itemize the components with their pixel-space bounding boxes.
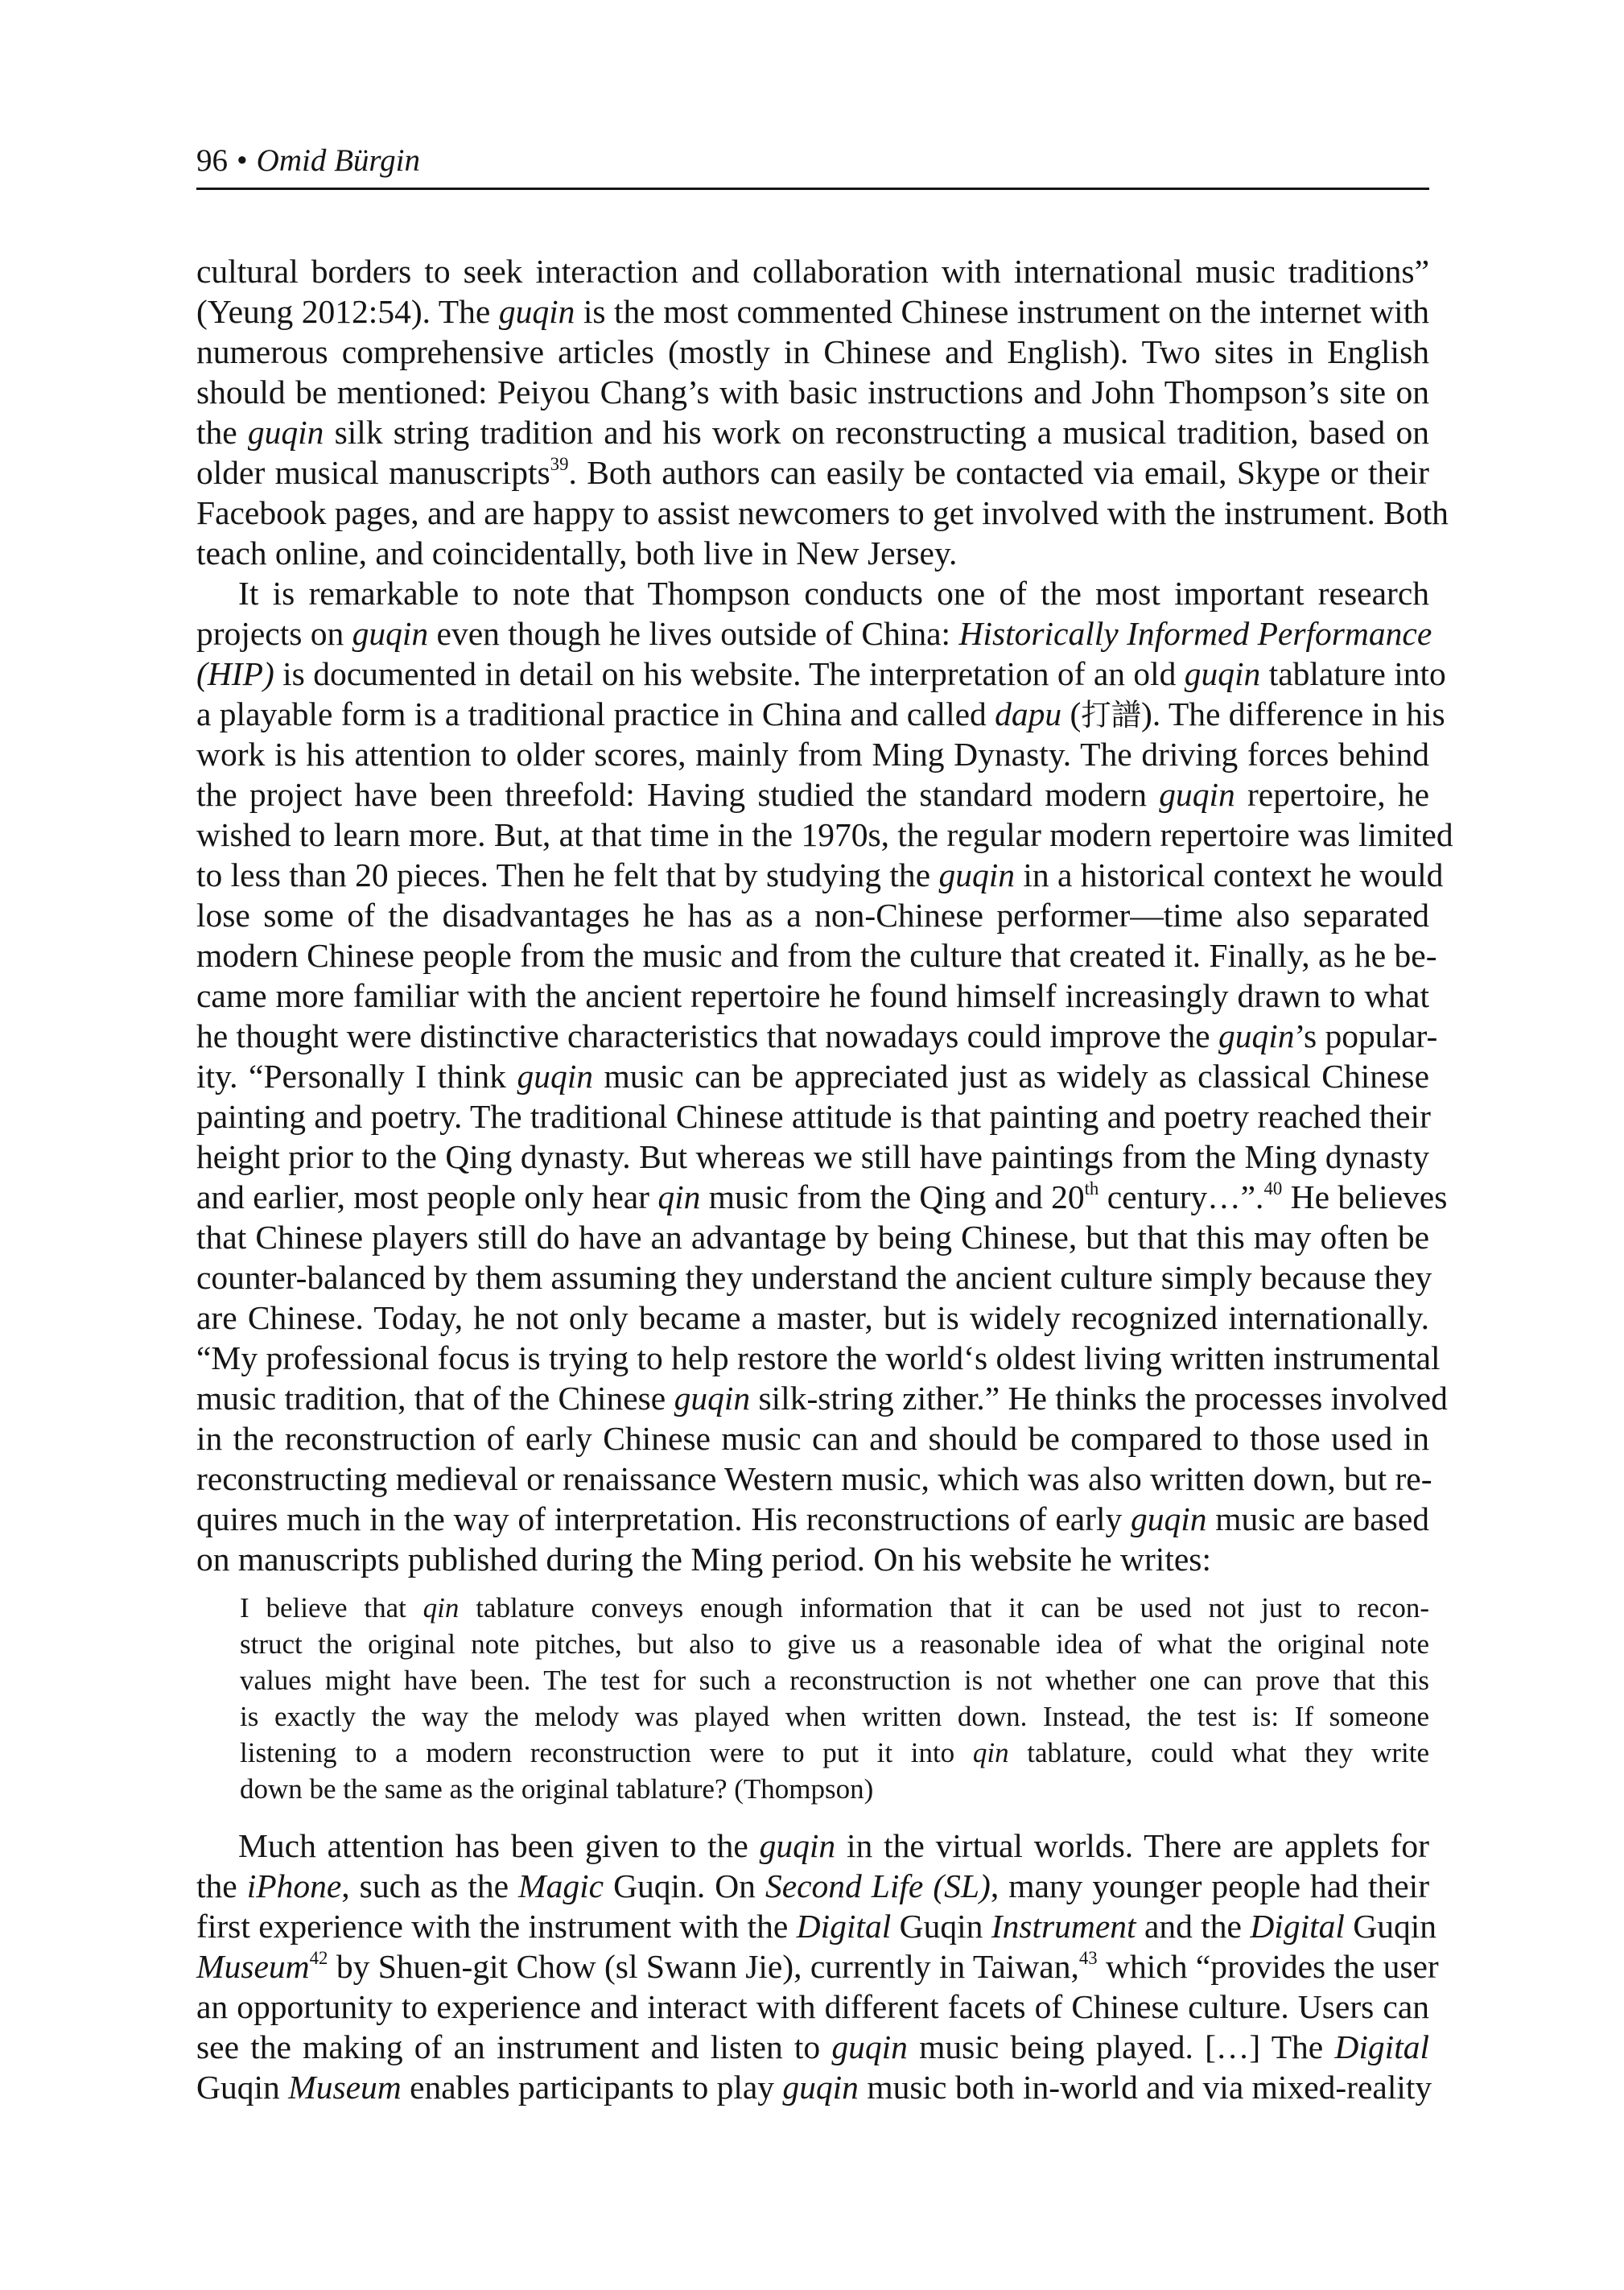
term-dapu-chinese: 打譜	[1081, 697, 1142, 732]
term-guqin: guqin	[782, 2069, 859, 2106]
text-line: should be mentioned: Peiyou Chang’s with basic instructions and John Thompson’s site on	[196, 373, 1429, 411]
term-guqin: guqin	[938, 856, 1015, 893]
term-guqin: guqin	[247, 414, 324, 451]
term-hip-abbr: (HIP)	[196, 655, 274, 692]
text-line: teach online, and coincidentally, both live in New Jersey.	[196, 534, 958, 571]
text-line: painting and poetry. The traditional Chinese attitude is that painting and poetry reached their	[196, 1098, 1431, 1135]
text-line: work is his attention to older scores, mainly from Ming Dynasty. The driving forces behind	[196, 736, 1429, 773]
term-second-life: Second Life (SL)	[765, 1867, 991, 1904]
text-line: numerous comprehensive articles (mostly in Chinese and English). Two sites in English	[196, 333, 1429, 370]
text-line: (HIP) is documented in detail on his website. The interpretation of an old guqin tablature into	[196, 655, 1446, 692]
term-digital: Digital	[796, 1908, 892, 1945]
text-line: Much attention has been given to the guqin in the virtual worlds. There are applets for	[238, 1827, 1429, 1864]
term-guqin: guqin	[1130, 1500, 1207, 1537]
term-guqin: guqin	[517, 1058, 593, 1095]
text-line: (Yeung 2012:54). The guqin is the most commented Chinese instrument on the internet with	[196, 293, 1429, 330]
quote-line: struct the original note pitches, but also to give us a reasonable idea of what the original note	[240, 1628, 1429, 1660]
superscript-th: th	[1084, 1178, 1099, 1199]
text-line: that Chinese players still do have an advantage by being Chinese, but that this may often be	[196, 1219, 1429, 1256]
text-line: lose some of the disadvantages he has as a non-Chinese performer—time also separated	[196, 897, 1429, 934]
text-line: It is remarkable to note that Thompson conducts one of the most important research	[238, 575, 1429, 612]
term-guqin: guqin	[1184, 655, 1261, 692]
term-instrument: Instrument	[991, 1908, 1136, 1945]
term-guqin: guqin	[1159, 776, 1235, 813]
footnote-ref-40: 40	[1263, 1178, 1283, 1199]
quote-line: down be the same as the original tablature? (Thompson)	[240, 1773, 874, 1805]
running-head-author: Omid Bürgin	[256, 143, 420, 178]
text-line: reconstructing medieval or renaissance Western music, which was also written down, but re-	[196, 1460, 1432, 1497]
text-line: the iPhone, such as the Magic Guqin. On Second Life (SL), many younger people had their	[196, 1867, 1430, 1904]
text-line: an opportunity to experience and interact with different facets of Chinese culture. Users can	[196, 1988, 1429, 2025]
text-line: the guqin silk string tradition and his work on reconstructing a musical tradition, based on	[196, 414, 1429, 451]
quote-line: values might have been. The test for such a reconstruction is not whether one can prove that this	[240, 1665, 1429, 1696]
text-line: first experience with the instrument with the Digital Guqin Instrument and the Digital Guqin	[196, 1908, 1437, 1945]
text-line: cultural borders to seek interaction and collaboration with international music traditions”	[196, 253, 1429, 290]
text-line: in the reconstruction of early Chinese music can and should be compared to those used in	[196, 1420, 1429, 1457]
term-dapu: dapu	[995, 695, 1062, 732]
text-line: a playable form is a traditional practice in China and called dapu (打譜). The difference in his	[196, 695, 1445, 732]
term-qin: qin	[657, 1178, 701, 1215]
term-digital: Digital	[1334, 2028, 1430, 2065]
text-line: “My professional focus is trying to help restore the world‘s oldest living written instrumental	[196, 1339, 1441, 1376]
term-guqin: guqin	[498, 293, 575, 330]
term-magic: Magic	[518, 1867, 604, 1904]
term-guqin: guqin	[352, 615, 429, 652]
text-line: height prior to the Qing dynasty. But whereas we still have paintings from the Ming dynasty	[196, 1138, 1429, 1175]
term-hip: Historically Informed Performance	[958, 615, 1432, 652]
footnote-ref-42: 42	[309, 1947, 328, 1968]
term-qin: qin	[972, 1737, 1009, 1768]
text-line: he thought were distinctive characteristics that nowadays could improve the guqin’s popular-	[196, 1017, 1438, 1054]
text-line: music tradition, that of the Chinese guqin silk-string zither.” He thinks the processes involved	[196, 1380, 1448, 1417]
text-line: came more familiar with the ancient repertoire he found himself increasingly drawn to what	[196, 977, 1429, 1014]
text-line: are Chinese. Today, he not only became a master, but is widely recognized internationally.	[196, 1299, 1429, 1336]
text-line: Facebook pages, and are happy to assist newcomers to get involved with the instrument. Both	[196, 494, 1449, 531]
text-line: ity. “Personally I think guqin music can be appreciated just as widely as classical Chinese	[196, 1058, 1429, 1095]
term-guqin: guqin	[1218, 1017, 1295, 1054]
page-number: 96	[196, 143, 228, 178]
term-guqin: guqin	[759, 1827, 836, 1864]
text-line: older musical manuscripts$^{39}$. Both authors can easily be contacted via email, Skype or their	[196, 453, 1429, 491]
term-iphone: iPhone	[246, 1867, 342, 1904]
text-line: projects on guqin even though he lives outside of China: Historically Informed Performance	[196, 615, 1432, 652]
text-line: Guqin Museum enables participants to play guqin music both in-world and via mixed-reality	[196, 2069, 1432, 2106]
header-separator: •	[237, 143, 248, 178]
term-guqin: guqin	[674, 1380, 751, 1417]
text-line: the project have been threefold: Having studied the standard modern guqin repertoire, he	[196, 776, 1429, 813]
text-line: counter-balanced by them assuming they understand the ancient culture simply because they	[196, 1259, 1432, 1296]
quote-line: I believe that qin tablature conveys enough information that it can be used not just to recon-	[240, 1592, 1429, 1624]
text-line: on manuscripts published during the Ming period. On his website he writes:	[196, 1541, 1211, 1578]
term-qin: qin	[422, 1592, 460, 1624]
quote-line: is exactly the way the melody was played when written down. Instead, the test is: If someone	[240, 1701, 1429, 1732]
term-museum: Museum	[288, 2069, 402, 2106]
text-line: see the making of an instrument and listen to guqin music being played. […] The Digital	[196, 2028, 1430, 2065]
footnote-ref-43: 43	[1078, 1947, 1098, 1968]
text-line: modern Chinese people from the music and from the culture that created it. Finally, as he be-	[196, 937, 1437, 974]
text-line: Museum$^{42}$ by Shuen-git Chow (sl Swann Jie), currently in Taiwan,$^{43}$ which “provides the user	[196, 1947, 1439, 1985]
running-header	[196, 142, 420, 180]
text-line: wished to learn more. But, at that time in the 1970s, the regular modern repertoire was limited	[196, 816, 1453, 853]
term-digital: Digital	[1250, 1908, 1345, 1945]
text-line: and earlier, most people only hear qin music from the Qing and 20th century…”.$^{40}$ He believes	[196, 1178, 1448, 1215]
text-line: quires much in the way of interpretation. His reconstructions of early guqin music are based	[196, 1500, 1429, 1537]
term-museum: Museum	[196, 1948, 310, 1985]
footnote-ref-39: 39	[550, 453, 569, 474]
term-guqin: guqin	[831, 2028, 908, 2065]
text-line: to less than 20 pieces. Then he felt that by studying the guqin in a historical context he would	[196, 856, 1444, 893]
quote-line: listening to a modern reconstruction were to put it into qin tablature, could what they write	[240, 1737, 1430, 1768]
header-rule	[196, 188, 1429, 190]
